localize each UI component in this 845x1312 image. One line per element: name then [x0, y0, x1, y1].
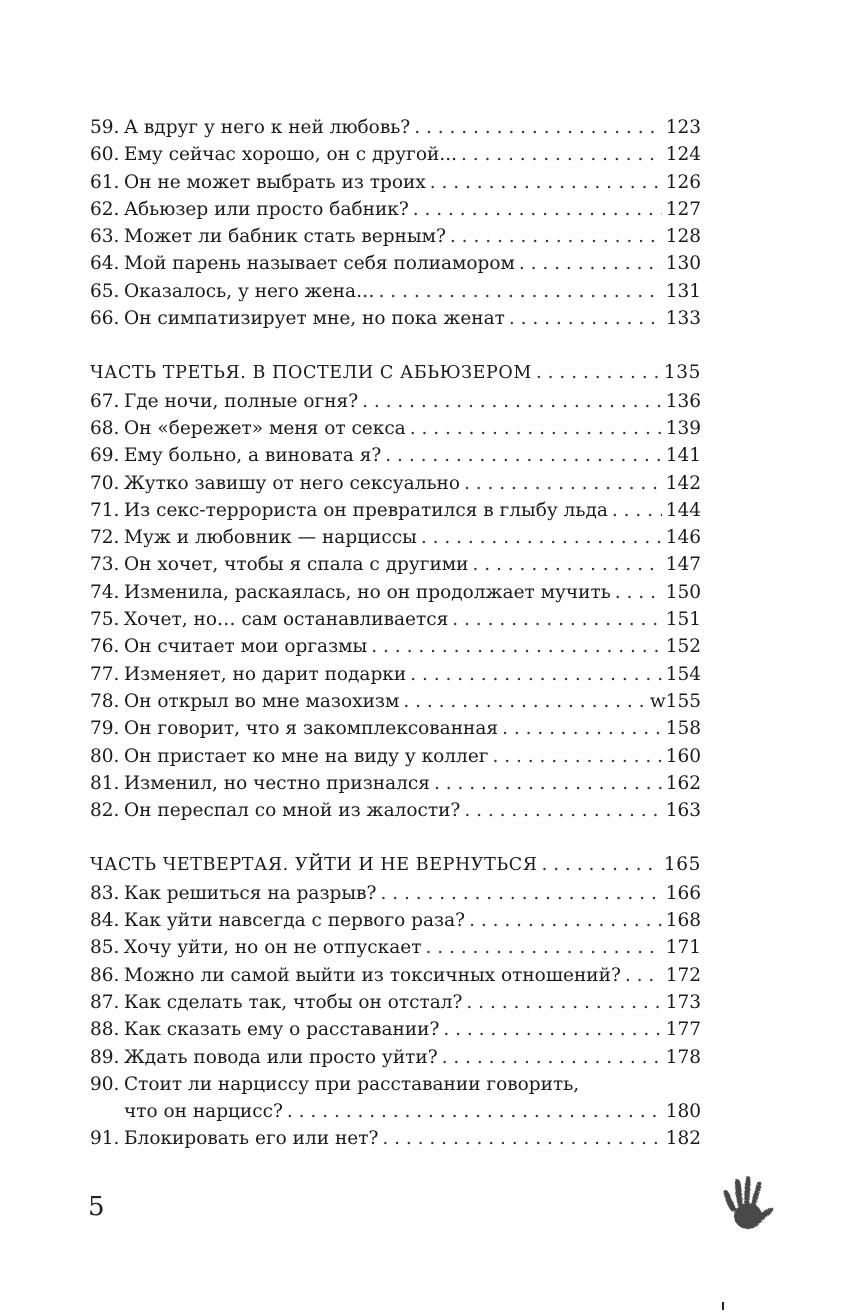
part-title: ЧАСТЬ ЧЕТВЕРТАЯ. УЙТИ И НЕ ВЕРНУТЬСЯ — [90, 855, 538, 876]
entry-page-number: 172 — [665, 964, 701, 986]
entry-page-number: 131 — [665, 280, 701, 302]
entry-number: 61. — [90, 171, 120, 193]
entry-title: Хочет, но… сам останавливается — [124, 609, 449, 631]
entry-title: Абьюзер или просто бабник? — [124, 198, 409, 220]
toc-entry[interactable] — [90, 606, 701, 633]
entry-number: 66. — [90, 308, 120, 330]
dot-leader — [502, 715, 662, 742]
entry-number: 73. — [90, 554, 120, 576]
entry-number: 72. — [90, 527, 120, 549]
dot-leader — [371, 633, 661, 660]
part-title: ЧАСТЬ ТРЕТЬЯ. В ПОСТЕЛИ С АБЬЮЗЕРОМ — [90, 363, 532, 384]
entry-number: 74. — [90, 581, 120, 603]
entry-number: 87. — [90, 991, 120, 1013]
entry-number: 79. — [90, 718, 120, 740]
dot-leader — [464, 797, 661, 824]
entry-page-number: 126 — [665, 171, 701, 193]
entry-title: Он говорит, что я закомплексованная — [124, 718, 499, 740]
toc-entry[interactable] — [90, 470, 701, 497]
entry-page-number: 123 — [665, 117, 701, 138]
entry-page-number: 158 — [665, 718, 701, 740]
entry-page-number: 128 — [665, 226, 701, 248]
entry-page-number: w155 — [649, 690, 701, 712]
page-number: 5 — [88, 1192, 105, 1222]
toc-entry[interactable] — [90, 715, 701, 742]
entry-number: 84. — [90, 910, 120, 932]
entry-page-number: 150 — [665, 581, 701, 603]
dot-leader — [385, 442, 661, 469]
toc-entry[interactable] — [90, 250, 701, 277]
entry-title: Изменяет, но дарит подарки — [124, 663, 407, 685]
dot-leader — [379, 278, 662, 305]
entry-title-continued: что он нарцисс? — [124, 1101, 283, 1123]
toc-entry[interactable] — [90, 661, 701, 688]
dot-leader — [519, 250, 662, 277]
entry-number: 81. — [90, 772, 120, 794]
entry-title: Оказалось, у него жена… — [124, 280, 375, 302]
dot-leader — [413, 196, 662, 223]
dot-leader — [536, 359, 660, 386]
dot-leader — [443, 1016, 661, 1043]
entry-number: 77. — [90, 663, 120, 685]
toc-entry[interactable] — [90, 415, 701, 442]
entry-number: 76. — [90, 636, 120, 658]
entry-page-number: 142 — [665, 472, 701, 494]
dot-leader — [442, 1044, 662, 1071]
entry-number: 91. — [90, 1128, 120, 1150]
entry-title: Он открыл во мне мазохизм — [124, 690, 400, 712]
entry-page-number: 152 — [665, 636, 701, 658]
entry-page-number: 147 — [665, 554, 701, 576]
entry-number: 75. — [90, 609, 120, 631]
entry-page-number: 130 — [665, 253, 701, 275]
entry-page-number: 133 — [665, 308, 701, 330]
dot-leader — [425, 934, 661, 961]
entry-page-number: 141 — [665, 445, 701, 467]
entry-title: Он симпатизирует мне, но пока женат — [124, 308, 505, 330]
toc-entry[interactable] — [90, 633, 701, 660]
entry-number: 83. — [90, 882, 120, 904]
toc-entry[interactable] — [90, 114, 701, 141]
dot-leader — [509, 305, 662, 332]
entry-page-number: 162 — [665, 772, 701, 794]
dot-leader — [625, 962, 662, 989]
entry-page-number: 171 — [665, 937, 701, 959]
toc-entry[interactable] — [90, 1044, 701, 1071]
dot-leader — [461, 141, 662, 168]
entry-number: 69. — [90, 445, 120, 467]
entry-page-number: 180 — [665, 1101, 701, 1123]
entry-title: Ему больно, а виновата я? — [124, 445, 382, 467]
dot-leader — [452, 606, 661, 633]
entry-page-number: 182 — [665, 1128, 701, 1150]
toc-entry[interactable] — [90, 880, 701, 907]
toc-entry[interactable] — [90, 223, 701, 250]
entry-title: Как решиться на разрыв? — [124, 882, 377, 904]
entry-number: 89. — [90, 1046, 120, 1068]
entry-page-number: 177 — [665, 1019, 701, 1041]
dot-leader — [414, 114, 661, 141]
entry-number: 80. — [90, 745, 120, 767]
entry-title: Хочу уйти, но он не отпускает — [124, 937, 422, 959]
toc-entry[interactable] — [90, 305, 701, 332]
entry-page-number: 151 — [665, 609, 701, 631]
entry-title: Он не может выбрать из троих — [124, 171, 426, 193]
entry-number: 65. — [90, 280, 120, 302]
entry-title: Блокировать его или нет? — [124, 1128, 379, 1150]
table-of-contents — [90, 114, 701, 1153]
dot-leader — [287, 1098, 662, 1125]
entry-page-number: 146 — [665, 527, 701, 549]
toc-entry[interactable] — [90, 962, 701, 989]
entry-title: Из секс-террориста он превратился в глыбу льда — [124, 499, 608, 521]
entry-page-number: 124 — [665, 144, 701, 166]
entry-title: Ждать повода или просто уйти? — [124, 1046, 438, 1068]
entry-number: 78. — [90, 690, 120, 712]
entry-number: 64. — [90, 253, 120, 275]
entry-page-number: 154 — [665, 663, 701, 685]
dot-leader — [380, 880, 661, 907]
entry-title: Ему сейчас хорошо, он с другой... — [124, 144, 457, 166]
entry-number: 86. — [90, 964, 120, 986]
part-page-number: 135 — [663, 362, 701, 384]
entry-title: Мой парень называет себя полиамором — [124, 253, 515, 275]
entry-page-number: 136 — [665, 390, 701, 412]
entry-page-number: 163 — [665, 800, 701, 822]
toc-entry[interactable] — [90, 388, 701, 415]
dot-leader — [473, 551, 662, 578]
entry-page-number: 168 — [665, 910, 701, 932]
toc-entry[interactable] — [90, 196, 701, 223]
entry-title: Изменил, но честно признался — [124, 772, 430, 794]
toc-entry-continuation[interactable] — [90, 1098, 701, 1125]
entry-number: 82. — [90, 800, 120, 822]
entry-page-number: 173 — [665, 991, 701, 1013]
entry-title: Он хочет, чтобы я спала с другими — [124, 554, 469, 576]
toc-entry[interactable] — [90, 688, 701, 715]
toc-entry[interactable] — [90, 579, 701, 606]
dot-leader — [542, 851, 660, 878]
dot-leader — [615, 579, 662, 606]
entry-title: Как сказать ему о расставании? — [124, 1019, 440, 1041]
entry-title: Жутко завишу от него сексуально — [124, 472, 460, 494]
entry-title: Он переспал со мной из жалости? — [124, 800, 461, 822]
toc-entry[interactable] — [90, 497, 701, 524]
entry-title: Он считает мои оргазмы — [124, 636, 368, 658]
hand-print-icon — [722, 1176, 774, 1238]
entry-number: 88. — [90, 1019, 120, 1041]
toc-entry[interactable] — [90, 770, 701, 797]
toc-entry[interactable] — [90, 141, 701, 168]
dot-leader — [469, 907, 662, 934]
dot-leader — [421, 524, 662, 551]
entry-title: Муж и любовник — нарциссы — [124, 527, 417, 549]
entry-page-number: 139 — [665, 417, 701, 439]
entry-title: Он пристает ко мне на виду у коллег — [124, 745, 489, 767]
toc-entry[interactable] — [90, 797, 701, 824]
dot-leader — [464, 470, 662, 497]
entry-number: 90. — [90, 1073, 120, 1095]
dot-leader — [382, 1125, 661, 1152]
entry-number: 70. — [90, 472, 120, 494]
entry-number: 62. — [90, 198, 120, 220]
crop-mark — [722, 1302, 724, 1310]
toc-part-heading[interactable] — [90, 359, 701, 387]
toc-entry[interactable] — [90, 907, 701, 934]
entry-number: 60. — [90, 144, 120, 166]
toc-entry[interactable] — [90, 551, 701, 578]
entry-title: Стоит ли нарциссу при расставании говорить, — [124, 1073, 580, 1095]
entry-title: Можно ли самой выйти из токсичных отношений? — [124, 964, 621, 986]
toc-entry[interactable] — [90, 169, 701, 196]
entry-number: 68. — [90, 417, 120, 439]
entry-page-number: 144 — [665, 499, 701, 521]
dot-leader — [434, 770, 662, 797]
entry-title: Может ли бабник стать верным? — [124, 226, 446, 248]
toc-entry[interactable] — [90, 989, 701, 1016]
dot-leader — [450, 223, 662, 250]
toc-entry[interactable] — [90, 1016, 701, 1043]
entry-page-number: 166 — [665, 882, 701, 904]
toc-entry[interactable] — [90, 743, 701, 770]
toc-entry[interactable] — [90, 278, 701, 305]
dot-leader — [362, 388, 662, 415]
toc-part-heading[interactable] — [90, 851, 701, 879]
entry-number: 63. — [90, 226, 120, 248]
entry-number: 59. — [90, 117, 120, 138]
entry-title: А вдруг у него к ней любовь? — [124, 117, 411, 138]
dot-leader — [410, 661, 661, 688]
entry-page-number: 160 — [665, 745, 701, 767]
entry-title: Где ночи, полные огня? — [124, 390, 359, 412]
dot-leader — [612, 497, 662, 524]
dot-leader — [410, 415, 662, 442]
part-page-number: 165 — [663, 854, 701, 876]
dot-leader — [430, 169, 662, 196]
entry-number: 85. — [90, 937, 120, 959]
entry-page-number: 178 — [665, 1046, 701, 1068]
entry-title: Как уйти навсегда с первого раза? — [124, 910, 466, 932]
toc-entry[interactable] — [90, 442, 701, 469]
dot-leader — [403, 688, 645, 715]
entry-title: Он «бережет» меня от секса — [124, 417, 406, 439]
toc-entry[interactable] — [90, 1125, 701, 1152]
dot-leader — [466, 989, 661, 1016]
entry-page-number: 127 — [665, 198, 701, 220]
entry-number: 67. — [90, 390, 120, 412]
toc-entry[interactable] — [90, 1071, 701, 1098]
toc-entry[interactable] — [90, 934, 701, 961]
entry-title: Изменила, раскаялась, но он продолжает мучить — [124, 581, 611, 603]
entry-title: Как сделать так, чтобы он отстал? — [124, 991, 463, 1013]
toc-entry[interactable] — [90, 524, 701, 551]
entry-number: 71. — [90, 499, 120, 521]
dot-leader — [492, 743, 661, 770]
